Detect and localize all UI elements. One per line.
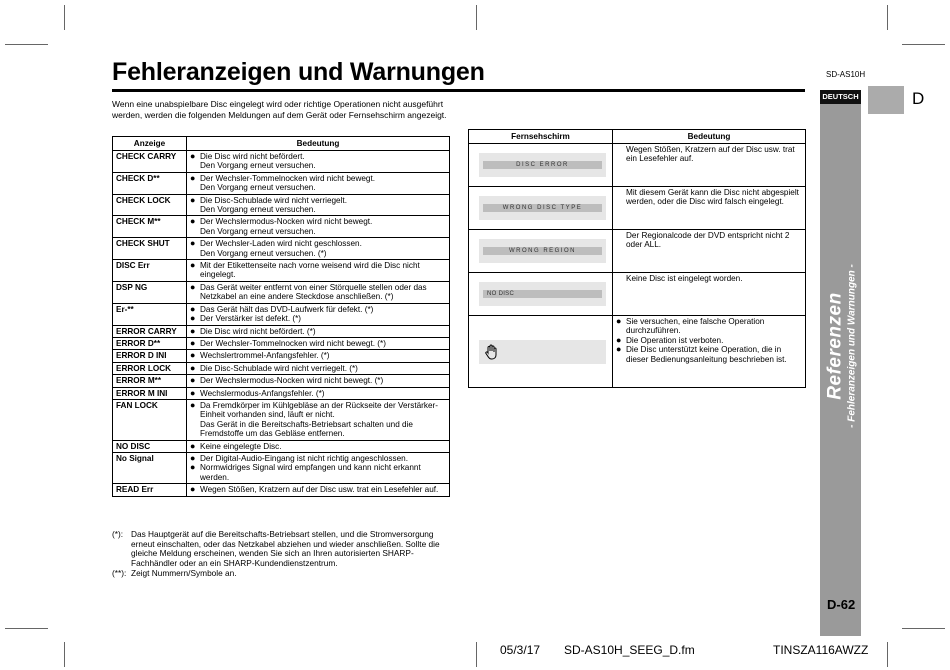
meaning-cell bbox=[187, 238, 450, 260]
crop-mark bbox=[887, 642, 888, 667]
footer-date: 05/3/17 bbox=[500, 643, 541, 657]
display-code: FAN LOCK bbox=[113, 399, 187, 440]
meaning-text: Den Vorgang erneut versuchen. bbox=[200, 226, 316, 236]
footnotes bbox=[112, 530, 452, 580]
meaning-cell bbox=[613, 230, 806, 273]
tv-screen-cell bbox=[469, 273, 613, 316]
tv-screen-cell bbox=[469, 230, 613, 273]
bullet-icon: ● bbox=[190, 313, 196, 324]
section-name: Referenzen bbox=[824, 292, 846, 400]
meaning-line bbox=[190, 152, 446, 161]
table-row bbox=[113, 337, 450, 349]
meaning-line bbox=[190, 401, 446, 420]
table-row bbox=[469, 230, 806, 273]
tv-screen-message: WRONG REGION bbox=[483, 247, 602, 255]
meaning-cell bbox=[187, 303, 450, 325]
tv-screen-preview bbox=[479, 282, 606, 306]
bullet-icon: ● bbox=[190, 172, 196, 183]
footnote-text: Das Hauptgerät auf die Bereitschafts-Betriebsart stellen, und die Stromversorgung erneut einschalten, oder das Netzkabel abziehen und wieder anschließen. Sollte die gleiche Meldung erscheinen, wenden Sie sich an Ihren autorisierten SHARP-Fachhändler oder an ein SHARP-Kundendienstzentrum. bbox=[131, 529, 440, 568]
crop-mark bbox=[887, 5, 888, 30]
page-title: Fehleranzeigen und Warnungen bbox=[112, 58, 485, 86]
meaning-text: Den Vorgang erneut versuchen. bbox=[200, 205, 316, 215]
display-code: Er-** bbox=[113, 303, 187, 325]
meaning-cell bbox=[187, 151, 450, 173]
bullet-icon: ● bbox=[190, 462, 196, 473]
meaning-text: Das Gerät weiter entfernt von einer Störquelle stellen oder das Netzkabel an eine andere Steckdose anschließen. (*) bbox=[200, 282, 427, 302]
tv-screen-message: WRONG DISC TYPE bbox=[483, 204, 602, 212]
meaning-text: Wechslermodus-Anfangsfehler. (*) bbox=[200, 388, 325, 398]
meaning-text: Wechslertrommel-Anfangsfehler. (*) bbox=[200, 351, 330, 361]
meaning-text: Mit der Etikettenseite nach vorne weisend wird die Disc nicht eingelegt. bbox=[200, 261, 420, 280]
table-row bbox=[469, 144, 806, 187]
display-code: CHECK M** bbox=[113, 216, 187, 238]
footer-code: TINSZA116AWZZ bbox=[773, 643, 869, 657]
intro-text: Wenn eine unabspielbare Disc eingelegt wird oder richtige Operationen nicht ausgeführt werden, werden die folgenden Meldungen auf dem Gerät oder Fernsehschirm angezeigt. bbox=[112, 99, 447, 120]
bullet-icon: ● bbox=[190, 350, 196, 361]
tv-screen-cell bbox=[469, 316, 613, 388]
meaning-cell bbox=[187, 362, 450, 374]
meaning-text: Wegen Stößen, Kratzern auf der Disc usw. trat ein Lesefehler auf. bbox=[200, 485, 439, 495]
table-row bbox=[469, 273, 806, 316]
meaning-text: Wegen Stößen, Kratzern auf der Disc usw. trat ein Lesefehler auf. bbox=[626, 145, 795, 164]
meaning-text: Das Gerät hält das DVD-Laufwerk für defekt. (*) bbox=[200, 304, 374, 314]
language-label: DEUTSCH bbox=[820, 90, 861, 104]
bullet-icon: ● bbox=[190, 325, 196, 336]
column-header-meaning: Bedeutung bbox=[187, 137, 450, 151]
meaning-text: Den Vorgang erneut versuchen. bbox=[200, 161, 316, 171]
meaning-cell bbox=[187, 399, 450, 440]
meaning-cell bbox=[187, 387, 450, 399]
meaning-text: Das Gerät in die Bereitschafts-Betriebsart schalten und die Fremdstoffe um das Gebläse entfernen. bbox=[200, 419, 413, 439]
table-row bbox=[113, 303, 450, 325]
meaning-cell bbox=[187, 452, 450, 483]
display-code: No Signal bbox=[113, 452, 187, 483]
meaning-line bbox=[616, 188, 802, 207]
bullet-icon: ● bbox=[616, 344, 622, 355]
bullet-icon: ● bbox=[190, 452, 196, 463]
meaning-text: Keine eingelegte Disc. bbox=[200, 441, 282, 451]
display-code: CHECK CARRY bbox=[113, 151, 187, 173]
display-code: CHECK SHUT bbox=[113, 238, 187, 260]
meaning-line bbox=[190, 161, 446, 170]
column-header-tv-screen: Fernsehschirm bbox=[469, 130, 613, 144]
meaning-text: Die Operation ist verboten. bbox=[626, 335, 724, 345]
display-code: CHECK LOCK bbox=[113, 194, 187, 216]
tv-screen-preview bbox=[479, 340, 606, 364]
table-row bbox=[113, 350, 450, 362]
bullet-icon: ● bbox=[616, 334, 622, 345]
meaning-text: Normwidriges Signal wird empfangen und kann nicht erkannt werden. bbox=[200, 463, 421, 482]
meaning-text: Sie versuchen, eine falsche Operation durchzuführen. bbox=[626, 317, 765, 336]
meaning-line bbox=[190, 442, 446, 451]
meaning-line bbox=[190, 389, 446, 398]
meaning-line bbox=[190, 239, 446, 248]
meaning-line bbox=[190, 351, 446, 360]
meaning-line bbox=[190, 454, 446, 463]
display-messages-table bbox=[112, 136, 450, 497]
crop-mark bbox=[476, 642, 477, 667]
footnote bbox=[112, 530, 452, 568]
table-row bbox=[113, 362, 450, 374]
title-rule bbox=[112, 89, 805, 92]
tv-screen-preview bbox=[479, 153, 606, 177]
language-letter: D bbox=[912, 89, 925, 108]
meaning-cell bbox=[187, 172, 450, 194]
meaning-line bbox=[616, 274, 802, 283]
bullet-icon: ● bbox=[190, 362, 196, 373]
footnote-marker: (**): bbox=[112, 568, 127, 579]
tv-screen-message: DISC ERROR bbox=[483, 161, 602, 169]
bullet-icon: ● bbox=[190, 281, 196, 292]
subsection-name: - Fehleranzeigen und Warnungen - bbox=[846, 264, 858, 428]
bullet-icon: ● bbox=[190, 387, 196, 398]
table-row bbox=[113, 172, 450, 194]
column-header-meaning: Bedeutung bbox=[613, 130, 806, 144]
table-row bbox=[113, 440, 450, 452]
crop-mark bbox=[64, 642, 65, 667]
table-row bbox=[113, 375, 450, 387]
meaning-cell bbox=[613, 316, 806, 388]
meaning-line bbox=[190, 420, 446, 439]
meaning-line bbox=[190, 485, 446, 494]
meaning-line bbox=[190, 183, 446, 192]
crop-mark bbox=[476, 5, 477, 30]
meaning-line bbox=[190, 314, 446, 323]
tv-screen-preview bbox=[479, 196, 606, 220]
meaning-cell bbox=[187, 325, 450, 337]
display-code: DISC Err bbox=[113, 260, 187, 282]
meaning-line bbox=[190, 283, 446, 302]
footer-filename: SD-AS10H_SEEG_D.fm bbox=[564, 643, 695, 657]
display-code: ERROR D INI bbox=[113, 350, 187, 362]
meaning-line bbox=[616, 231, 802, 250]
display-code: READ Err bbox=[113, 484, 187, 496]
section-vertical-title bbox=[825, 264, 858, 428]
meaning-text: Der Digital-Audio-Eingang ist nicht richtig angeschlossen. bbox=[200, 453, 408, 463]
meaning-text: Den Vorgang erneut versuchen. bbox=[200, 183, 316, 193]
meaning-line bbox=[190, 376, 446, 385]
crop-mark bbox=[64, 5, 65, 30]
page-number: D-62 bbox=[827, 597, 856, 612]
table-row bbox=[469, 316, 806, 388]
tv-screen-message: NO DISC bbox=[483, 290, 602, 298]
table-row bbox=[469, 187, 806, 230]
display-code: ERROR M** bbox=[113, 375, 187, 387]
footnote bbox=[112, 569, 452, 579]
meaning-line bbox=[190, 463, 446, 482]
meaning-line bbox=[190, 227, 446, 236]
meaning-cell bbox=[613, 273, 806, 316]
meaning-line bbox=[190, 217, 446, 226]
tv-screen-preview bbox=[479, 239, 606, 263]
meaning-cell bbox=[613, 144, 806, 187]
meaning-line bbox=[190, 339, 446, 348]
display-code: ERROR M INI bbox=[113, 387, 187, 399]
bullet-icon: ● bbox=[190, 484, 196, 495]
footnote-text: Zeigt Nummern/Symbole an. bbox=[131, 568, 237, 579]
bullet-icon: ● bbox=[190, 375, 196, 386]
table-row bbox=[113, 399, 450, 440]
table-row bbox=[113, 281, 450, 303]
model-number: SD-AS10H bbox=[826, 70, 866, 79]
language-tab bbox=[868, 86, 904, 114]
table-row bbox=[113, 452, 450, 483]
meaning-cell bbox=[187, 337, 450, 349]
crop-mark bbox=[5, 44, 48, 45]
display-code: DSP NG bbox=[113, 281, 187, 303]
display-code: NO DISC bbox=[113, 440, 187, 452]
display-code: ERROR D** bbox=[113, 337, 187, 349]
meaning-cell bbox=[187, 194, 450, 216]
meaning-cell bbox=[187, 260, 450, 282]
table-row bbox=[113, 151, 450, 173]
meaning-line bbox=[190, 261, 446, 280]
meaning-text: Die Disc wird nicht befördert. bbox=[200, 152, 305, 161]
table-row bbox=[113, 194, 450, 216]
meaning-cell bbox=[187, 350, 450, 362]
meaning-text: Den Vorgang erneut versuchen. (*) bbox=[200, 248, 327, 258]
meaning-line bbox=[616, 317, 802, 336]
table-row bbox=[113, 387, 450, 399]
table-row bbox=[113, 484, 450, 496]
bullet-icon: ● bbox=[190, 216, 196, 227]
meaning-line bbox=[190, 305, 446, 314]
meaning-text: Der Wechsler-Laden wird nicht geschlossen. bbox=[200, 239, 362, 249]
table-row bbox=[113, 216, 450, 238]
meaning-text: Der Wechslermodus-Nocken wird nicht bewegt. (*) bbox=[200, 376, 384, 386]
meaning-cell bbox=[613, 187, 806, 230]
meaning-cell bbox=[187, 440, 450, 452]
meaning-text: Die Disc-Schublade wird nicht verriegelt. bbox=[200, 195, 347, 205]
meaning-text: Der Wechsler-Tommelnocken wird nicht bewegt. bbox=[200, 173, 376, 183]
bullet-icon: ● bbox=[190, 337, 196, 348]
meaning-text: Da Fremdkörper im Kühlgebläse an der Rückseite der Verstärker-Einheit vorhanden sind, läuft er nicht. bbox=[200, 400, 438, 420]
meaning-text: Der Regionalcode der DVD entspricht nicht 2 oder ALL. bbox=[626, 231, 790, 250]
meaning-line bbox=[616, 345, 802, 364]
tv-screen-cell bbox=[469, 187, 613, 230]
meaning-text: Keine Disc ist eingelegt worden. bbox=[626, 274, 743, 283]
meaning-text: Die Disc unterstützt keine Operation, die in dieser Bedienungsanleitung beschrieben ist. bbox=[626, 345, 787, 364]
table-row bbox=[113, 238, 450, 260]
bullet-icon: ● bbox=[616, 316, 622, 326]
tv-screen-messages-table bbox=[468, 129, 806, 388]
bullet-icon: ● bbox=[190, 260, 196, 271]
bullet-icon: ● bbox=[190, 303, 196, 314]
meaning-line bbox=[190, 196, 446, 205]
crop-mark bbox=[902, 628, 945, 629]
crop-mark bbox=[902, 44, 945, 45]
meaning-text: Der Verstärker ist defekt. (*) bbox=[200, 314, 302, 324]
table-row bbox=[113, 260, 450, 282]
meaning-line bbox=[190, 174, 446, 183]
footnote-marker: (*): bbox=[112, 529, 124, 539]
display-code: ERROR CARRY bbox=[113, 325, 187, 337]
prohibited-hand-icon bbox=[485, 344, 497, 361]
meaning-line bbox=[616, 145, 802, 164]
meaning-cell bbox=[187, 281, 450, 303]
bullet-icon: ● bbox=[190, 151, 196, 161]
meaning-text: Mit diesem Gerät kann die Disc nicht abgespielt werden, oder die Disc wird falsch eingelegt. bbox=[626, 188, 799, 207]
display-code: ERROR LOCK bbox=[113, 362, 187, 374]
crop-mark bbox=[5, 628, 48, 629]
meaning-line bbox=[190, 205, 446, 214]
meaning-text: Die Disc-Schublade wird nicht verriegelt. (*) bbox=[200, 363, 358, 373]
meaning-cell bbox=[187, 216, 450, 238]
display-code: CHECK D** bbox=[113, 172, 187, 194]
meaning-text: Die Disc wird nicht befördert. (*) bbox=[200, 326, 316, 336]
meaning-cell bbox=[187, 484, 450, 496]
bullet-icon: ● bbox=[190, 238, 196, 249]
tv-screen-cell bbox=[469, 144, 613, 187]
meaning-line bbox=[190, 364, 446, 373]
meaning-text: Der Wechslermodus-Nocken wird nicht bewegt. bbox=[200, 217, 373, 227]
meaning-line bbox=[616, 336, 802, 345]
column-header-display: Anzeige bbox=[113, 137, 187, 151]
bullet-icon: ● bbox=[190, 194, 196, 205]
meaning-line bbox=[190, 327, 446, 336]
meaning-cell bbox=[187, 375, 450, 387]
meaning-text: Der Wechsler-Tommelnocken wird nicht bewegt. (*) bbox=[200, 338, 386, 348]
bullet-icon: ● bbox=[190, 399, 196, 410]
bullet-icon: ● bbox=[190, 440, 196, 451]
meaning-line bbox=[190, 249, 446, 258]
table-row bbox=[113, 325, 450, 337]
